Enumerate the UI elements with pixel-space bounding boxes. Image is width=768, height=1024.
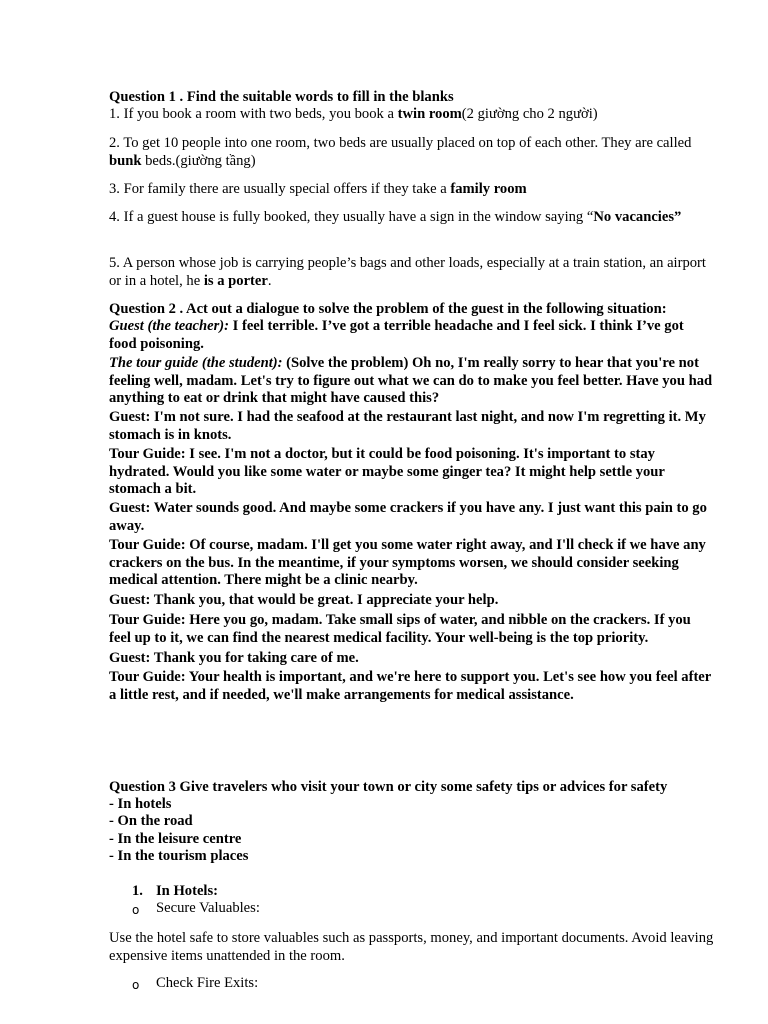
tip-secure-valuables-label: Secure Valuables: — [156, 900, 260, 916]
q2-dialogue-line-3: Guest: Water sounds good. And maybe some crackers if you have any. I just want this pain to go away. — [109, 500, 707, 534]
q2-guest-intro: Guest (the teacher): I feel terrible. I’ve got a terrible headache and I feel sick. I think I’ve got food poisoning. — [109, 318, 684, 352]
q2-guide-intro: The tour guide (the student): (Solve the problem) Oh no, I'm really sorry to hear that you're not feeling well, madam. Let's try to figure out what we can do to make you feel better. Have you had anything to eat or drink that might have caused this? — [109, 355, 713, 406]
q1-item-3: 3. For family there are usually special offers if they take a family room — [109, 181, 527, 197]
q3-title: Question 3 Give travelers who visit your town or city some safety tips or advices for safety — [109, 779, 668, 795]
q3-topic-road: - On the road — [109, 813, 193, 829]
tip-secure-valuables-text: Use the hotel safe to store valuables such as passports, money, and important documents. Avoid leaving expensive items unattended in the room. — [109, 930, 714, 964]
q1-title: Question 1 . Find the suitable words to fill in the blanks — [109, 89, 454, 105]
q3-topic-leisure: - In the leisure centre — [109, 831, 242, 847]
q2-title: Question 2 . Act out a dialogue to solve the problem of the guest in the following situation: — [109, 301, 667, 317]
section-number: 1. — [132, 883, 143, 899]
section-title-hotels: In Hotels: — [156, 883, 219, 899]
q1-item-4: 4. If a guest house is fully booked, they usually have a sign in the window saying “No vacancies” — [109, 209, 682, 225]
q3-topic-tourism: - In the tourism places — [109, 848, 249, 864]
q2-dialogue-line-1: Guest: I'm not sure. I had the seafood at the restaurant last night, and now I'm regretting it. My stomach is in knots. — [109, 409, 706, 443]
q2-dialogue-line-5: Guest: Thank you, that would be great. I appreciate your help. — [109, 592, 499, 608]
q2-dialogue-line-2: Tour Guide: I see. I'm not a doctor, but it could be food poisoning. It's important to stay hydrated. Would you like some water or maybe some ginger tea? It might help settle your stomach a bit. — [109, 446, 665, 497]
q3-topic-hotels: - In hotels — [109, 796, 172, 812]
q2-dialogue-line-6: Tour Guide: Here you go, madam. Take small sips of water, and nibble on the crackers. If you feel up to it, we can find the nearest medical facility. Your well-being is the top priority. — [109, 612, 691, 646]
q2-dialogue-line-7: Guest: Thank you for taking care of me. — [109, 650, 359, 666]
bullet-icon: o — [132, 903, 140, 917]
q1-item-5: 5. A person whose job is carrying people’s bags and other loads, especially at a train station, an airport or in a hotel, he is a porter. — [109, 255, 706, 289]
q2-dialogue-line-4: Tour Guide: Of course, madam. I'll get you some water right away, and I'll check if we have any crackers on the bus. In the meantime, if your symptoms worsen, we should consider seeking medical attention. There might be a clinic nearby. — [109, 537, 706, 588]
q2-dialogue-line-8: Tour Guide: Your health is important, and we're here to support you. Let's see how you feel after a little rest, and if needed, we'll make arrangements for medical assistance. — [109, 669, 711, 703]
q1-item-1: 1. If you book a room with two beds, you book a twin room(2 giường cho 2 người) — [109, 106, 598, 122]
bullet-icon: o — [132, 978, 140, 992]
tip-fire-exits-label: Check Fire Exits: — [156, 975, 259, 991]
q1-item-2: 2. To get 10 people into one room, two beds are usually placed on top of each other. They are called bunk beds.(giường tầng) — [109, 135, 692, 169]
